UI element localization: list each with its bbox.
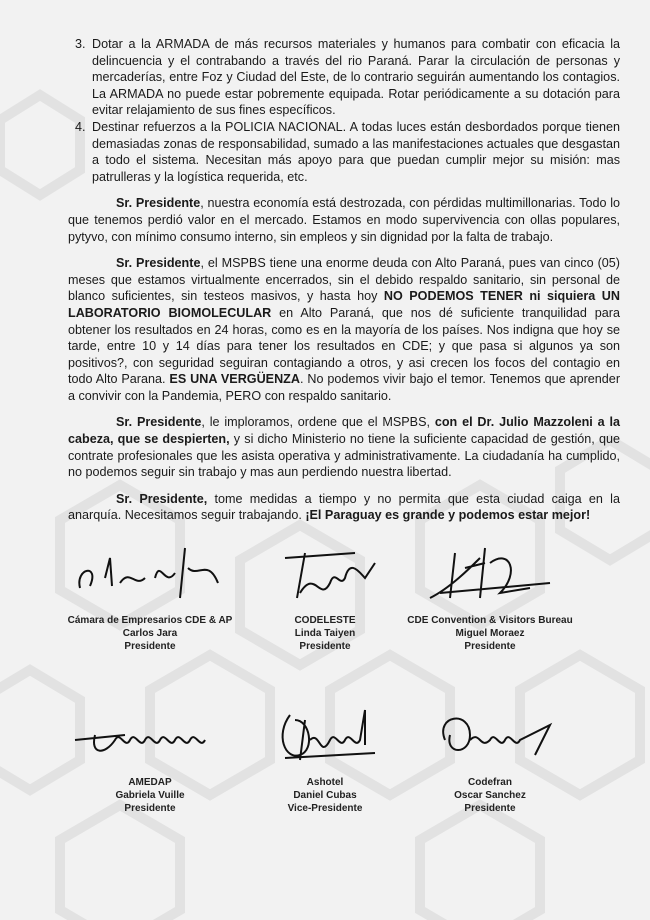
signature-block <box>390 538 590 653</box>
signatory-role: Presidente <box>464 641 516 652</box>
emphasis: ES UNA VERGÜENZA <box>169 372 300 387</box>
handwritten-signature <box>70 538 230 608</box>
text: y si dicho Ministerio no tiene la suficiente capacidad de gestión, que contrate profesionales que les asista operativa y administrativamente. La ciudadanía ha cumplido, no podemos seguir sin trabajo y mas aun perdiendo nuestra libertad. <box>68 432 620 480</box>
signatory-name: Linda Taiyen <box>294 628 356 639</box>
paragraph-closing <box>68 491 620 524</box>
salutation: Sr. Presidente <box>116 256 201 271</box>
signatory-name: Carlos Jara <box>122 628 178 639</box>
signatory-name: Daniel Cubas <box>293 790 357 801</box>
paragraph-mspbs <box>68 255 620 404</box>
signature-block <box>390 700 590 815</box>
list-item: 3. Dotar a la ARMADA de más recursos materiales y humanos para combatir con eficacia la delincuencia y el contrabando a través del rio Paraná. Parar la circulación de personas y mercaderías, entre Foz y Ciudad del Este, de lo contrario seguirán aumentando los contagios. La ARMADA no puede estar pobremente equipada. Rotar periódicamente a su dotación para evitar relajamiento de sus fines específicos. <box>89 36 620 119</box>
signatory-role: Presidente <box>299 641 351 652</box>
text: , le imploramos, ordene que el MSPBS, <box>201 415 435 430</box>
signatory-role: Presidente <box>124 803 176 814</box>
emphasis: con el Dr. Julio Mazzoleni a la cabeza, que se despierten, <box>68 415 621 447</box>
emphasis: NO PODEMOS TENER ni siquiera UN LABORATORIO BIOMOLECULAR <box>68 289 621 320</box>
signatory-role: Vice-Presidente <box>287 803 363 814</box>
salutation: Sr. Presidente <box>116 415 202 430</box>
signatory-org: Codefran <box>468 777 512 788</box>
salutation: Sr. Presidente, <box>116 491 208 506</box>
signatory-role: Presidente <box>124 641 176 652</box>
salutation: Sr. Presidente <box>116 196 201 211</box>
handwritten-signature <box>245 538 405 608</box>
handwritten-signature <box>245 700 405 770</box>
signatory-org: CODELESTE <box>294 615 356 626</box>
text: , nuestra economía está destrozada, con pérdidas multimillonarias. Todo lo que tenemos perdió valor en el mercado. Estamos en modo supervivencia con ollas populares, pytyvo, con mínimo consumo interno, sin empleos y sin dignidad por la falta de trabajo. <box>68 196 620 244</box>
text: , el MSPBS tiene una enorme deuda con Alto Paraná, pues van cinco (05) meses que estamos virtualmente encerrados, sin el debido respaldo sanitario, sin personal de blanco suficientes, sin testeos masivos, y hasta hoy <box>68 256 621 304</box>
signatory-name: Gabriela Vuille <box>115 790 185 801</box>
signatory-org: CDE Convention & Visitors Bureau <box>407 615 573 626</box>
signatory-role: Presidente <box>464 803 516 814</box>
handwritten-signature <box>410 538 570 608</box>
emphasis: ¡El Paraguay es grande y podemos estar mejor! <box>305 508 591 523</box>
signatory-org: Cámara de Empresarios CDE & AP <box>67 615 233 626</box>
signatory-org: AMEDAP <box>128 777 172 788</box>
text: en Alto Paraná, que nos dé suficiente tranquilidad para obtener los resultados en 24 horas, como es en la mayoría de los países. Nos indigna que hoy se tarde, entre 10 y 14 días para tener los resultados en CDE; y que pasa si algunos ya son positivos?, con seguridad seguiran contagiando a otros, y asi crecen los focos del contagio en todo Alto Parana. <box>68 305 620 387</box>
list-item: 4. Destinar refuerzos a la POLICIA NACIONAL. A todas luces están desbordados porque tienen demasiadas zonas de responsabilidad, sumado a las manifestaciones actuales que desgastan a todo el sistema. Necesitan más apoyo para que puedan cumplir mejor su misión: mas patrulleras y la logística requerida, etc. <box>89 119 620 185</box>
handwritten-signature <box>65 700 235 770</box>
handwritten-signature <box>405 700 575 770</box>
text: . No podemos vivir bajo el temor. Tenemos que aprender a convivir con la Pandemia, PERO con respaldo sanitario. <box>68 372 621 403</box>
signatory-org: Ashotel <box>306 777 344 788</box>
signatory-name: Oscar Sanchez <box>454 790 526 801</box>
signature-block <box>50 700 250 815</box>
signature-block <box>50 538 250 653</box>
letter-body <box>68 36 620 534</box>
paragraph-economy <box>68 195 620 245</box>
signatory-name: Miguel Moraez <box>455 628 525 639</box>
demands-list <box>68 36 620 185</box>
text: tome medidas a tiempo y no permita que esta ciudad caiga en la anarquía. Necesitamos seguir trabajando. <box>68 491 620 523</box>
paragraph-plea <box>68 414 620 480</box>
